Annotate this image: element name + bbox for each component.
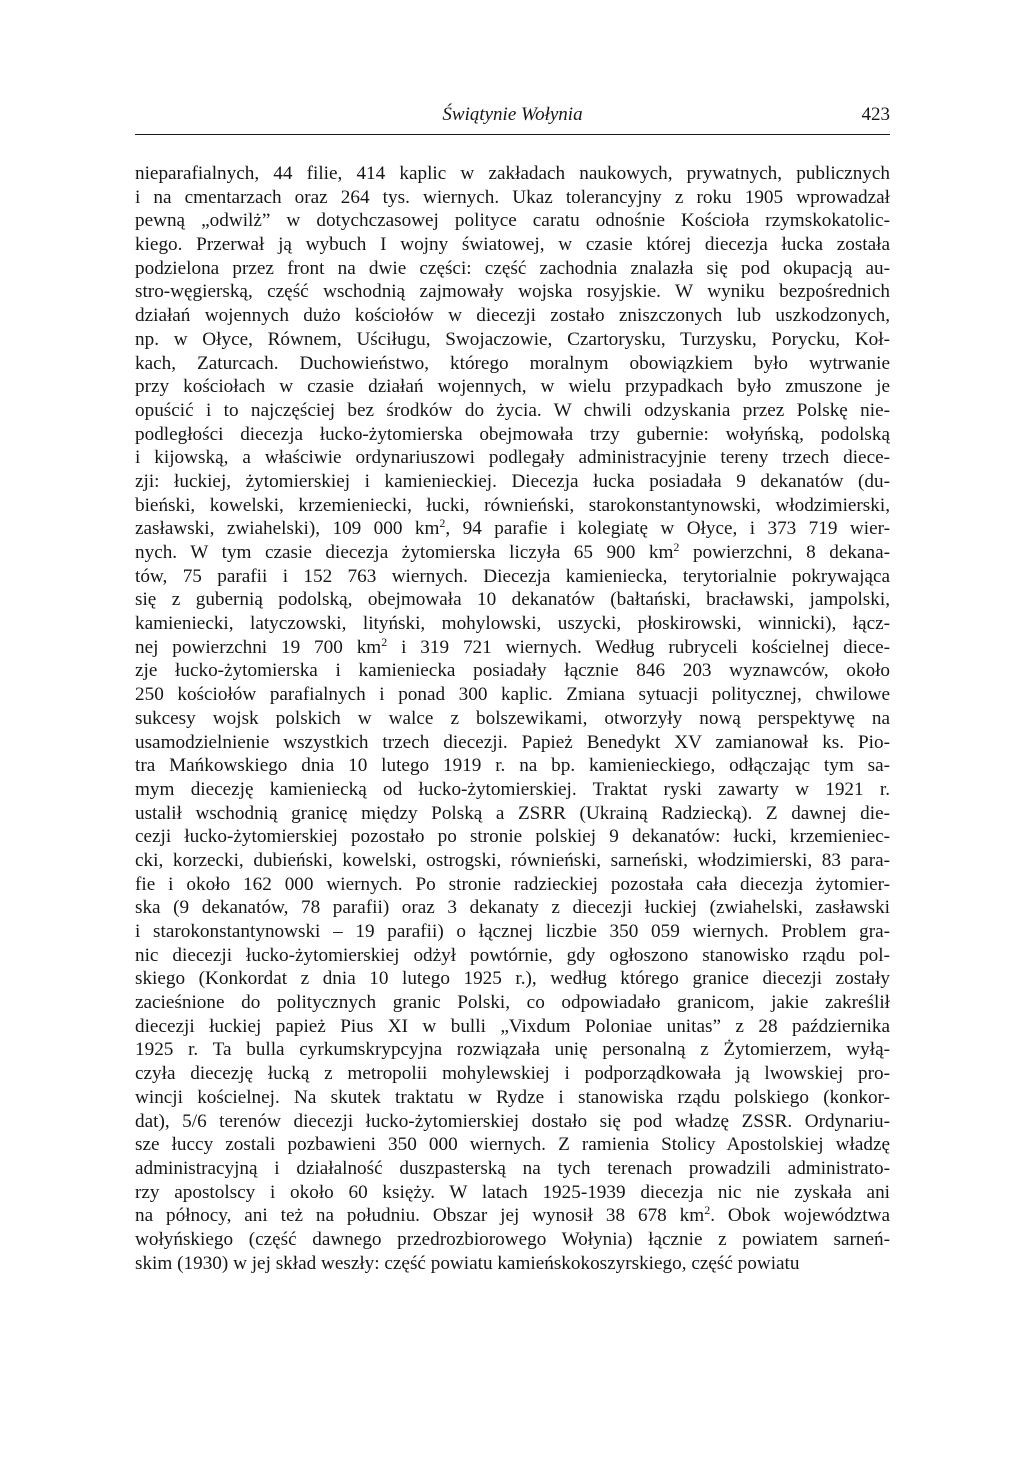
text-line: nic diecezji łucko-żytomierskiej odżył powtórnie, gdy ogłoszono stanowisko rządu pol- [135,944,890,966]
text-line: mym diecezję kamieniecką od łucko-żytomierskiej. Traktat ryski zawarty w 1921 r. [135,778,890,800]
superscript: 2 [704,1204,711,1218]
text-segment: sze łuccy zostali pozbawieni 350 000 wiernych. Z ramienia Stolicy Apostolskiej władzę [135,1134,890,1156]
text-line: bieński, kowelski, krzemieniecki, łucki, równieński, starokonstantynowski, włodzimierski, [135,494,890,516]
page-header [135,100,890,135]
text-line: tra Mańkowskiego dnia 10 lutego 1919 r. na bp. kamienieckiego, odłączając tym sa- [135,755,890,777]
text-line: nieparafialnych, 44 filie, 414 kaplic w zakładach naukowych, prywatnych, publicznych [135,163,890,184]
text-line: i na cmentarzach oraz 264 tys. wiernych. Ukaz tolerancyjny z roku 1905 wprowadzał [135,186,890,208]
text-segment: i 319 721 wiernych. Według rubryceli kościelnej diece- [387,636,890,658]
text-line: wincji kościelnej. Na skutek traktatu w Rydze i stanowiska rządu polskiego (konkor- [135,1086,890,1108]
text-line: 250 kościołów parafialnych i ponad 300 kaplic. Zmiana sytuacji politycznej, chwilowe [135,684,890,706]
superscript: 2 [381,635,388,649]
text-line: czyła diecezję łucką z metropolii mohylewskiej i podporządkowała ją lwowskiej pro- [135,1063,890,1085]
text-segment: powierzchni, 8 dekana- [679,542,890,563]
text-line: się z gubernią podolską, obejmowała 10 dekanatów (bałtański, bracławski, jampolski, [135,589,890,611]
text-line: przy kościołach w czasie działań wojennych, w wielu przypadkach było zmuszone je [135,376,890,398]
text-segment: na północy, ani też na południu. Obszar jej wynosił 38 678 km [135,1205,705,1227]
text-line: i starokonstantynowski – 19 parafii) o łącznej liczbie 350 059 wiernych. Problem gra- [135,921,890,942]
text-line [135,517,890,541]
text-line: skim (1930) w jej skład weszły: część powiatu kamieńskokoszyrskiego, część powiatu [135,1252,800,1274]
text-segment: , 94 parafie i kolegiatę w Ołyce, i 373 719 wier- [445,518,890,540]
text-line: kiego. Przerwał ją wybuch I wojny światowej, w czasie której diecezja łucka została [135,234,890,256]
text-segment: zasławski, zwiahelski), 109 000 km [135,518,440,540]
body-text [135,162,890,1275]
superscript: 2 [439,517,446,531]
text-line: pewną „odwilż” w dotychczasowej polityce caratu odnośnie Kościoła rzymskokatolic- [135,210,890,232]
text-line: i kijowską, a właściwie ordynariuszowi podlegały administracyjnie tereny trzech diece- [135,447,890,469]
text-line: fie i około 162 000 wiernych. Po stronie radzieckiej pozostała cała diecezja żytomier- [135,873,890,895]
text-line [135,541,890,565]
text-line: działań wojennych dużo kościołów w diecezji zostało zniszczonych lub uszkodzonych, [135,305,890,327]
text-line: zacieśnione do politycznych granic Polski, co odpowiadało granicom, jakie zakreślił [135,992,890,1014]
text-line: 1925 r. Ta bulla cyrkumskrypcyjna rozwiązała unię personalną z Żytomierzem, wyłą- [135,1039,890,1061]
text-line: skiego (Konkordat z dnia 10 lutego 1925 r.), według którego granice diecezji zostały [135,968,890,990]
text-line: kach, Zaturcach. Duchowieństwo, którego moralnym obowiązkiem było wytrwanie [135,352,890,374]
running-title: Świątynie Wołynia [442,104,583,125]
text-line: kamieniecki, latyczowski, lityński, mohylowski, uszycki, płoskirowski, winnicki), łącz- [135,613,890,635]
text-line: tów, 75 parafii i 152 763 wiernych. Diecezja kamieniecka, terytorialnie pokrywająca [135,565,890,587]
text-line: rzy apostolscy i około 60 księży. W latach 1925-1939 diecezja nic nie zyskała ani [135,1181,890,1203]
text-line: np. w Ołyce, Równem, Uściługu, Swojaczowie, Czartorysku, Turzysku, Porycku, Koł- [135,328,890,350]
text-line: cki, korzecki, dubieński, kowelski, ostrogski, równieński, sarneński, włodzimierski, 83 para- [135,849,890,871]
text-line: zje łucko-żytomierska i kamieniecka posiadały łącznie 846 203 wyznawców, około [135,660,890,682]
text-segment: nych. W tym czasie diecezja żytomierska liczyła 65 900 km [135,542,674,563]
text-line: podległości diecezja łucko-żytomierska obejmowała trzy gubernie: wołyńską, podolską [135,423,890,445]
text-line: administracyjną i działalność duszpasterską na tych terenach prowadzili administrato- [135,1157,890,1179]
text-line [135,636,890,660]
page-number: 423 [861,104,890,125]
text-line: stro-węgierską, część wschodnią zajmowały wojska rosyjskie. W wyniku bezpośrednich [135,281,890,303]
text-line [135,1133,890,1157]
text-line [135,1204,890,1228]
superscript: 2 [673,541,680,554]
text-line: opuścić i to najczęściej bez środków do życia. W chwili odzyskania przez Polskę nie- [135,399,890,421]
text-line: wołyńskiego (część dawnego przedrozbiorowego Wołynia) łącznie z powiatem sarneń- [135,1228,890,1250]
text-line: podzielona przez front na dwie części: część zachodnia znalazła się pod okupacją au- [135,257,890,279]
text-line: zji: łuckiej, żytomierskiej i kamienieckiej. Diecezja łucka posiadała 9 dekanatów (du- [135,470,890,492]
text-line: cezji łucko-żytomierskiej pozostało po stronie polskiej 9 dekanatów: łucki, krzemieniec- [135,826,890,848]
text-line: ska (9 dekanatów, 78 parafii) oraz 3 dekanaty z diecezji łuckiej (zwiahelski, zasławski [135,897,890,919]
text-line: ustalił wschodnią granicę między Polską a ZSRR (Ukrainą Radziecką). Z dawnej die- [135,802,890,824]
text-line: usamodzielnienie wszystkich trzech diecezji. Papież Benedykt XV zamianował ks. Pio- [135,731,890,753]
text-line: diecezji łuckiej papież Pius XI w bulli „Vixdum Poloniae unitas” z 28 października [135,1015,890,1037]
text-segment: nej powierzchni 19 700 km [135,636,382,658]
text-line: sukcesy wojsk polskich w walce z bolszewikami, otworzyły nową perspektywę na [135,707,890,729]
text-segment: . Obok województwa [710,1205,890,1227]
text-line: dat), 5/6 terenów diecezji łucko-żytomierskiej dostało się pod władzę ZSSR. Ordynariu- [135,1110,890,1132]
